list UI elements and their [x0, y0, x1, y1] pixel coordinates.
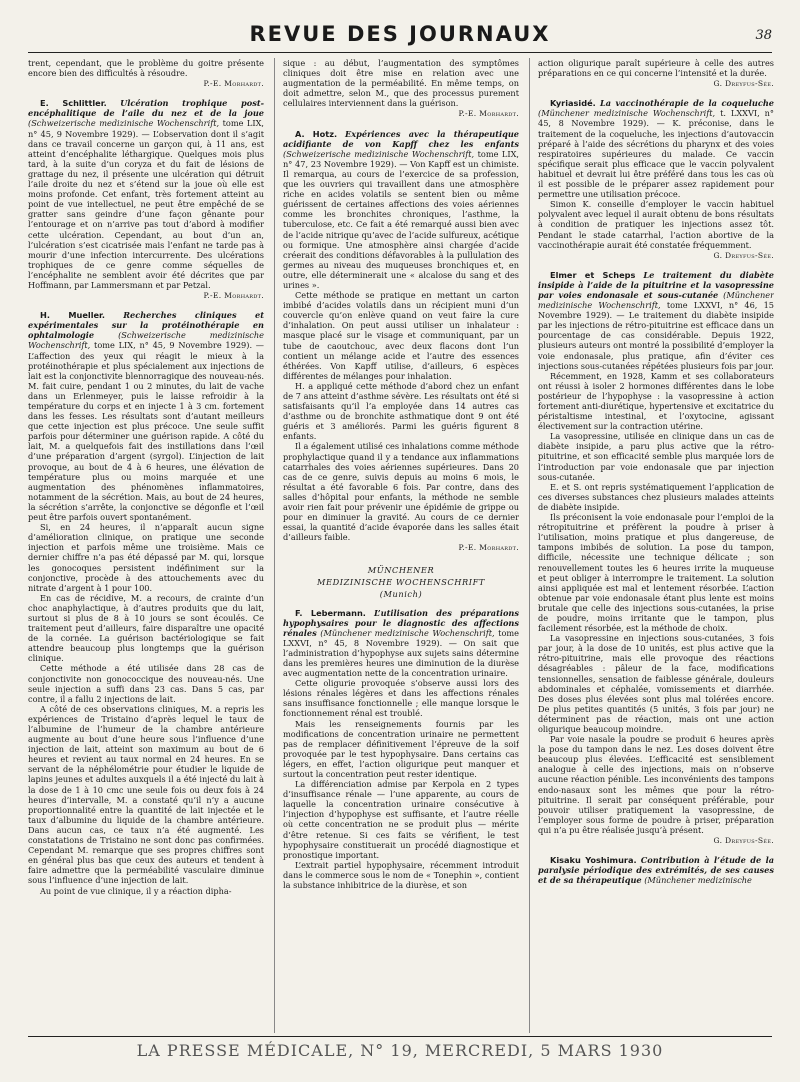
article-author: H. Mueller.	[40, 310, 106, 321]
article-ref: tome LIX, n° 45, 9 Novembre 1929). —	[90, 340, 264, 351]
article-kyriaside	[538, 98, 774, 199]
paragraph: Ils préconisent la voie endonasale pour l’emploi de la rétropituitrine et préfèrent la poudre à priser à l’utilisation, moins pratique et plus dangereuse, de tampons imbibés de solution. La pose du tampon, difficile, nécessite une technique délicate ; son renouvellement toutes les 6 heures irrite la muqueuse et peut obliger à interrompre le traitement. La solution ainsi appliquée est mal et lentement résorbée. L’action obtenue par voie endonasale étant plus lente est moins brutale que celle des injections sous-cutanées, la prise de poudre, moins irritante que le tampon, plus facilement résorbée, est la méthode de choix.	[538, 512, 774, 634]
section-line: MEDIZINISCHE WOCHENSCHRIFT	[317, 576, 485, 587]
article-schlittler	[28, 98, 264, 290]
paragraph: E. et S. ont repris systématiquement l’application de ces diverses substances chez plusieurs malades atteints de diabète insipide.	[538, 481, 774, 512]
paragraph: A côté de ces observations cliniques, M. a repris les expériences de Tristaino d’après lequel le taux de l’albumine de l’humeur de la chambre antérieure augmente au bout d’une heure sous l’influence d’une injection de lait, atteint son maximum au bout de 6 heures et revient au taux normal en 24 heures. En se servant de la néphélométrie pour étudier le liquide de lapins jeunes et adultes auxquels il a été injecté du lait à la dose de 1 à 10 cmc une seule fois ou deux fois à 24 heures d’intervalle, M. a constaté qu’il n’y a aucune proportionnalité entre la quantité de lait injectée et le taux d’albumine du liquide de la chambre antérieure. Dans aucun cas, ce taux n’a été augmenté. Les constatations de Tristaino ne sont donc pas confirmées. Cependant M. remarque que ses propres chiffres sont en général plus bas que ceux des auteurs et tendent à faire admettre que la perméabilité vasculaire diminue sous l’influence d’une injection de lait.	[28, 703, 264, 886]
paragraph: Mais les renseignements fournis par les modifications de concentration urinaire ne permettent pas de remplacer définitivement l’épreuve de la soif provoquée par le test hypophysaire. Dans certains cas légers, en effet, l’action oligurique peut manquer et surtout la concentration peut rester identique.	[283, 718, 519, 779]
signature: P.-E. Morhardt.	[458, 109, 519, 119]
paragraph: Cette méthode a été utilisée dans 28 cas de conjonctivite non gonococcique des nouveau-nés. Une seule injection a suffi dans 23 cas. Dans 5 cas, par contre, il a fallu 2 injections de lait.	[28, 663, 264, 704]
paragraph: Si, en 24 heures, il n’apparaît aucun signe d’amélioration clinique, on pratique une seconde injection et parfois même une troisième. Mais ce dernier chiffre n’a pas été dépassé par M. qui, lorsque les gonocoques persistent indéfiniment sur la conjonctive, procède à des attouchements avec du nitrate d’argent à 1 pour 100.	[28, 522, 264, 593]
article-source: (Münchener medizinische Wochenschrift,	[538, 289, 774, 311]
article-body: L’affection des yeux qui réagit le mieux à la protéinothérapie et plus spécialement aux injections de lait est la conjonctivite blennorragique des nouveau-nés. M. fait cuire, pendant 1 ou 2 minutes, du lait de vache dans un Erlenmeyer, puis le laisse refroidir à la température du corps et en injecte 1 à 3 cm. fortement dans les fesses. Les résultats sont d’autant meilleurs que cette injection est plus précoce. Une seule suffit parfois pour déterminer une guérison rapide. A côté du lait, M. a quelquefois fait des instillations dans l’œil d’une préparation d’argent (syrgol). L’injection de lait provoque, au bout de 4 à 6 heures, une élévation de température plus ou moins marquée et une augmentation des phénomènes inflammatoires, notamment de la sécrétion. Mais, au bout de 24 heures, la sécrétion s’arrête, la conjonctive se dégonfle et l’œil peut être parfois ouvert spontanément.	[28, 350, 264, 523]
article-yoshimura	[538, 855, 774, 885]
article-ref: tome LXXVI, n° 45, 8 Novembre 1929). —	[283, 627, 519, 648]
section-line: MÜNCHENER	[367, 564, 435, 575]
article-elmer-scheps	[538, 270, 774, 371]
paragraph: La vasopressine en injections sous-cutanées, 3 fois par jour, à la dose de 10 unités, est plus active que la rétro-pituitrine, mais elle provoque des réactions désagréables : pâleur de la face, modifications tensionnelles, sensation de faiblesse générale, douleurs abdominales et céphalée, vomissements et diarrhée. Des doses plus élevées sont plus mal tolérées encore. De plus petites quantités (5 unités, 3 fois par jour) ne déterminent pas de réaction, mais ont une action oligurique beaucoup moindre.	[538, 633, 774, 734]
column-left	[28, 58, 264, 1033]
article-body: Von Kapff est un chimiste. Il remarqua, au cours de l’exercice de sa profession, que les ouvriers qui travaillent dans une atmosphère riche en acides volatils se sentent bien ou même guérissent de certaines affections des voies aériennes comme les bronchites chroniques, l’asthme, la tuberculose, etc. Ce fait a été remarqué aussi bien avec de l’acide nitrique qu’avec de l’acide sulfureux, acétique ou formique. Une atmosphère ainsi chargée d’acide créerait des conditions défavorables à la pullulation des germes au niveau des muqueuses bronchiques et, en outre, elle déterminerait une « alcalose du sang et des urines ».	[283, 158, 519, 290]
paragraph: H. a appliqué cette méthode d’abord chez un enfant de 7 ans atteint d’asthme sévère. Les résultats ont été si satisfaisants qu’il l’a employée dans 14 autres cas d’asthme ou de bronchite asthmatique dont 9 ont été guéris et 3 améliorés. Parmi les guéris figurent 8 enfants.	[283, 380, 519, 442]
article-source: (Münchener medizinische Wochenschrift,	[538, 108, 716, 119]
column-middle	[274, 58, 519, 1033]
signature: G. Dreyfus-Sée.	[713, 836, 774, 846]
article-title: Le traitement du diabète insipide à l’aide de la pituitrine et la vasopressine par voies endonasale et sous-cutanée	[538, 269, 774, 300]
article-source: (Schweizerische medizinische Wochenschrift,	[28, 330, 264, 351]
signature: G. Dreyfus-Sée.	[713, 250, 774, 260]
article-mueller	[28, 310, 264, 522]
article-author: E. Schlittler.	[40, 98, 107, 109]
continued-text: action oligurique paraît supérieure à celle des autres préparations en ce qui concerne l’intensité et la durée.	[538, 58, 774, 79]
article-title: Ulcération trophique post-encéphalitique de l’aile du nez et de la joue	[28, 98, 264, 119]
article-source: (Münchener medizinische Wochenschrift,	[320, 627, 495, 638]
paragraph: Cette méthode se pratique en mettant un carton imbibé d’acides volatils dans un récipient muni d’un couvercle qu’on enlève quand on veut faire la cure d’inhalation. On peut aussi utiliser un inhalateur : masque placé sur le visage et communiquant, par un tube de caoutchouc, avec deux flacons dont l’un contient un mélange acide et l’autre des essences éthérées. Von Kapff utilise, d’ailleurs, 6 espèces différentes de mélanges pour inhalation.	[283, 290, 519, 381]
text-columns	[28, 58, 774, 1033]
signature: G. Dreyfus-Sée.	[713, 79, 774, 89]
article-lebermann	[283, 608, 519, 679]
paragraph: Par voie nasale la poudre se produit 6 heures après la pose du tampon dans le nez. Les doses doivent être beaucoup plus élevées. L’efficacité est sensiblement analogue à celle des injections, mais on n’observe aucune réaction pénible. Les inconvénients des tampons endo-nasaux sont les mêmes que pour la rétro-pituitrine. Il serait par conséquent préférable, pour pouvoir utiliser pratiquement la vasopressine, de l’employer sous forme de poudre à priser, préparation qui n’a pu être réalisée jusqu’à présent.	[538, 734, 774, 835]
article-ref: tome LIX, n° 45, 9 Novembre 1929). —	[28, 118, 264, 139]
paragraph: Simon K. conseille d’employer le vaccin habituel polyvalent avec lequel il aurait obtenu de bons résultats à condition de pratiquer les injections assez tôt. Pendant le stade catarrhal, l’action abortive de la vaccinothérapie aurait été constatée fréquemment.	[538, 199, 774, 250]
page-number: 38	[755, 28, 772, 43]
paragraph: Récemment, en 1928, Kamm et ses collaborateurs ont réussi à isoler 2 hormones différentes dans le lobe postérieur de l’hypophyse : la vasopressine à action fortement anti-diurétique, hypertensive et excitatrice du péristaltisme intestinal, et l’oxytocine, agissant électivement sur la contraction utérine.	[538, 370, 774, 432]
article-title: La vaccinothérapie de la coqueluche	[599, 98, 774, 109]
signature: P.-E. Morhardt.	[203, 291, 264, 301]
paragraph: Au point de vue clinique, il y a réaction dipha-	[40, 885, 232, 896]
article-body: On sait que l’administration d’hypophyse aux sujets sains détermine dans les premières heures une diminution de la diurèse avec augmentation nette de la concentration urinaire.	[283, 637, 519, 679]
article-ref: tome LIX, n° 47, 23 Novembre 1929). —	[283, 148, 519, 169]
article-source: (Schweizerische medizinische Wochenschrift,	[283, 148, 475, 159]
article-ref: tome LXXVI, n° 46, 15 Novembre 1929). —	[538, 300, 774, 321]
paragraph: La vasopressine, utilisée en clinique dans un cas de diabète insipide, a paru plus active que la rétro-pituitrine, et son efficacité semble plus marquée lors de l’introduction par voie endonasale que par injection sous-cutanée.	[538, 431, 774, 482]
article-author: Elmer et Scheps	[550, 269, 636, 280]
article-hotz	[283, 129, 519, 291]
article-body: K. préconise, dans le traitement de la coqueluche, les injections d’autovaccin préparé à l’aide des sécrétions du pharynx et des voies respiratoires supérieures du malade. Ce vaccin spécifique serait plus efficace que le vaccin polyvalent habituel et devrait lui être préféré dans tous les cas où il est possible de le préparer assez rapidement pour permettre une utilisation précoce.	[538, 118, 774, 200]
footer-issue-line: LA PRESSE MÉDICALE, N° 19, MERCREDI, 5 MARS 1930	[136, 1041, 664, 1060]
page-footer	[28, 1036, 772, 1059]
page-header	[28, 8, 772, 53]
journal-section-heading	[283, 564, 519, 600]
article-title: Recherches cliniques et expérimentales sur la protéinothérapie en ophtalmologie	[28, 310, 264, 341]
article-author: Kyriasidé.	[550, 98, 596, 109]
article-source: (Schweizerische medizinische Wochenschrift,	[28, 118, 220, 129]
paragraph: L’extrait partiel hypophysaire, récemment introduit dans le commerce sous le nom de « Tonephin », contient la substance inhibitrice de la diurèse, et son	[283, 859, 519, 891]
article-source: (Münchener medizinische	[644, 875, 752, 886]
column-right	[529, 58, 774, 1033]
article-body: L’observation dont il s’agit dans ce travail concerne un garçon qui, à 11 ans, est atteint d’encéphalite léthargique. Quelques mois plus tard, à la suite d’un coryza et du fait de lésions de grattage du nez, il présente une ulcération qui détruit l’aile droite du nez et s’étend sur la joue où elle est moins profonde. Cet enfant, très fortement atteint au point de vue intellectuel, ne peut être empêché de se gratter sans geindre d’une façon gênante pour l’entourage et on n’arrive pas tout d’abord à modifier cette ulcération. Cependant, au bout d’un an, l’ulcération s’est cicatrisée mais l’enfant ne tarde pas à mourir d’une infection intercurrente. Des ulcérations trophiques de ce genre comme séquelles de l’encéphalite ne semblent avoir été décrites que par Hoffmann, par Lammersmann et par Petzal.	[28, 128, 264, 290]
running-title: REVUE DES JOURNAUX	[249, 22, 551, 46]
paragraph: Il a également utilisé ces inhalations comme méthode prophylactique quand il y a tendance aux inflammations catarrhales des voies aériennes supérieures. Dans 20 cas de ce genre, suivis depuis au moins 6 mois, le résultat a été favorable 6 fois. Par contre, dans des salles d’hôpital pour enfants, la méthode ne semble avoir rien fait pour prévenir une épidémie de grippe ou pour en diminuer la gravité. Au cours de ce dernier essai, la quantité d’acide évaporée dans les salles était d’ailleurs faible.	[283, 441, 519, 543]
signature: P.-E. Morhardt.	[458, 543, 519, 553]
article-author: Kisaku Yoshimura.	[550, 855, 637, 866]
continued-text: trent, cependant, que le problème du goitre présente encore bien des difficultés à résoudre.	[28, 58, 264, 79]
article-author: F. Lebermann.	[295, 607, 366, 618]
article-body: Le traitement du diabète insipide par les injections de rétro-pituitrine est efficace dans un pourcentage de cas considérable. Depuis 1922, plusieurs auteurs ont montré la possibilité d’employer la voie endonasale, plus pratique, afin d’éviter ces injections sous-cutanées répétées plusieurs fois par jour.	[538, 310, 774, 371]
paragraph: Cette oligurie provoquée s’observe aussi lors des lésions rénales légères et dans les affections rénales sans insuffisance fonctionnelle ; elle manque lorsque le fonctionnement rénal est troublé.	[283, 678, 519, 719]
article-author: A. Hotz.	[295, 128, 338, 139]
article-title: Expériences avec la thérapeutique acidifiante de von Kapff chez les enfants	[283, 128, 519, 149]
article-title: Contribution à l’étude de la paralysie périodique des extrémités, de ses causes et de sa thérapeutique	[538, 855, 774, 886]
article-title: L’utilisation des préparations hypophysaires pour le diagnostic des affections rénales	[283, 607, 519, 638]
signature: P.-E. Morhardt.	[203, 79, 264, 89]
continued-text: sique : au début, l’augmentation des symptômes cliniques doit être mise en relation avec une augmentation de la perméabilité. En même temps, on doit admettre, selon M., que des processus purement cellulaires interviennent dans la guérison.	[283, 58, 519, 109]
paragraph: La différenciation admise par Kerpola en 2 types d’insuffisance rénale — l’une apparente, au cours de laquelle la concentration urinaire consécutive à l’injection d’hypophyse est suffisante, et l’autre réelle où cette concentration ne se produit plus — mérite d’être retenue. Si ces faits se vérifient, le test hypophysaire constituerait un procédé diagnostique et pronostique important.	[283, 779, 519, 860]
paragraph: En cas de récidive, M. a recours, de crainte d’un choc anaphylactique, à d’autres produits que du lait, surtout si plus de 8 à 10 jours se sont écoulés. Ce traitement peut d’ailleurs, faire disparaître une opacité de la cornée. La guérison bactériologique se fait attendre beaucoup plus longtemps que la guérison clinique.	[28, 592, 264, 664]
article-ref: t. LXXVI, n° 45, 8 Novembre 1929). —	[538, 108, 774, 129]
section-city: (Munich)	[379, 588, 423, 599]
